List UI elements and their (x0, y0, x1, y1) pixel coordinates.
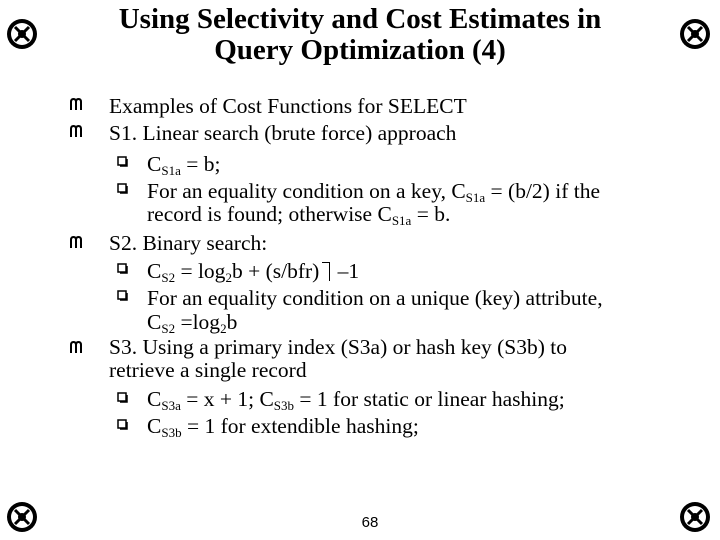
sub-bullet-s1-equality: For an equality condition on a key, $C_{S1a} = (b/2)$ if the (147, 179, 600, 205)
bullet-linear-search: S1. Linear search (brute force) approach (109, 121, 457, 145)
bullet-primary-index: S3. Using a primary index (S3a) or hash key (S3b) to (109, 335, 567, 359)
title-line-2: Query Optimization (4) (214, 34, 506, 66)
m-bullet-icon (70, 98, 82, 111)
square-bullet-icon (117, 290, 128, 301)
sub-bullet-s1-equality-cont: record is found; otherwise $C_{S1a} = b$. (147, 202, 451, 228)
square-bullet-icon (117, 263, 128, 274)
slide-title (60, 4, 660, 66)
square-bullet-icon (117, 156, 128, 167)
bullet-cost-functions: Examples of Cost Functions for SELECT (109, 94, 467, 118)
ceiling-symbol (322, 262, 330, 281)
bullet-binary-search: S2. Binary search: (109, 231, 268, 255)
corner-ornament-icon (678, 500, 712, 534)
title-line-1: Using Selectivity and Cost Estimates in (118, 3, 602, 35)
m-bullet-icon (70, 125, 82, 138)
m-bullet-icon (70, 236, 82, 249)
sub-bullet-s2-equality: For an equality condition on a unique (key) attribute, (147, 286, 603, 310)
corner-ornament-icon (678, 17, 712, 51)
corner-ornament-icon (5, 500, 39, 534)
sub-bullet-s2-cost: $C_{S2} = \log_2b + (s/bfr)$ –1 (147, 259, 360, 285)
bullet-primary-index-cont: retrieve a single record (109, 358, 307, 382)
square-bullet-icon (117, 183, 128, 194)
corner-ornament-icon (5, 17, 39, 51)
page-number: 68 (361, 514, 379, 531)
sub-bullet-s2-equality-cont: $C_{S2} =\log_2b$ (147, 310, 238, 336)
sub-bullet-s1a: $C_{S1a} = b$; (147, 152, 221, 178)
m-bullet-icon (70, 341, 82, 354)
square-bullet-icon (117, 392, 128, 403)
sub-bullet-s3-extendible: $C_{S3b} = 1$ for extendible hashing; (147, 414, 419, 440)
square-bullet-icon (117, 419, 128, 430)
sub-bullet-s3-static: $C_{S3a} = x + 1$; $C_{S3b} = 1$ for static or linear hashing; (147, 387, 565, 413)
